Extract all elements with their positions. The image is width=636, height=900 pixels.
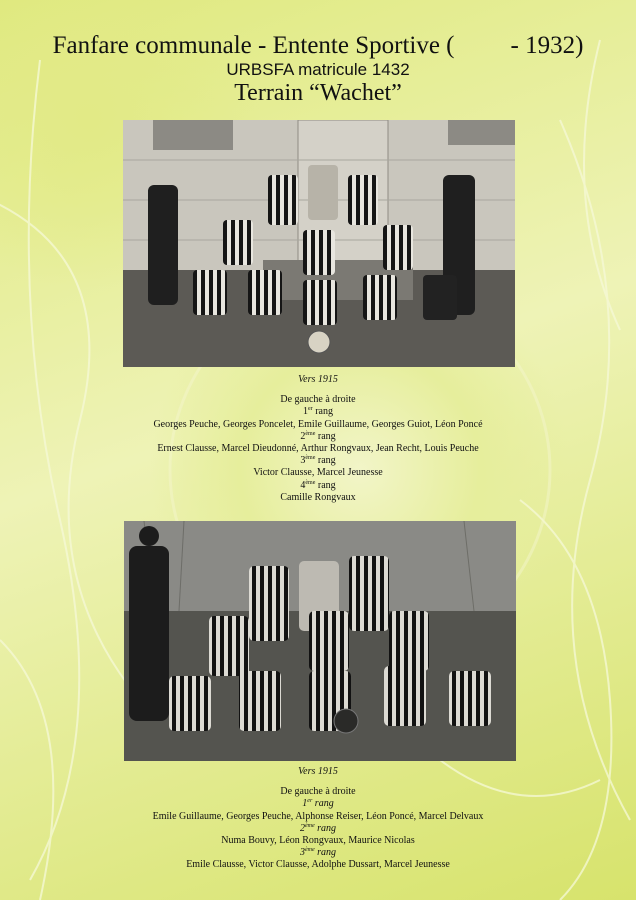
photo-1-caption [0,374,636,504]
photo-2-rank3-label: 3ème rang [299,847,337,859]
photo-2-rank2-label: 2ème rang [299,822,337,834]
team-photo-2 [124,521,516,761]
photo-1-rank2-names: Ernest Clausse, Marcel Dieudonné, Arthur Rongvaux, Jean Recht, Louis Peuche [157,443,479,455]
photo-1-rank3-names: Victor Clausse, Marcel Jeunesse [253,467,383,479]
page-title-left: Fanfare communale - Entente Sportive ( [52,32,455,59]
photo-1-rank1-names: Georges Peuche, Georges Poncelet, Emile Guillaume, Georges Guiot, Léon Poncé [153,418,483,430]
photo-1-rank4-names: Camille Rongvaux [280,491,356,503]
page-title-right: - 1932) [510,32,584,59]
photo-2-intro: De gauche à droite [280,786,356,798]
photo-1-rank2-label: 2ème rang [300,430,336,442]
photo-2-date: Vers 1915 [298,766,338,777]
photo-1-rank3-label: 3ème rang [300,455,336,467]
photo-1-rank1-label: 1er rang [303,406,333,418]
team-photo-1 [123,120,515,367]
photo-1-rank4-label: 4ème rang [300,479,336,491]
photo-2-rank1-label: 1er rang [302,798,334,810]
photo-2-caption [0,766,636,872]
photo-1-date: Vers 1915 [298,374,338,385]
photo-2-rank2-names: Numa Bouvy, Léon Rongvaux, Maurice Nicolas [221,835,415,847]
venue-title: Terrain “Wachet” [234,80,402,106]
page-subtitle: URBSFA matricule 1432 [226,60,410,79]
photo-2-rank1-names: Emile Guillaume, Georges Peuche, Alphonse Reiser, Léon Poncé, Marcel Delvaux [152,810,484,822]
photo-1-intro: De gauche à droite [280,394,356,406]
page-title [0,32,636,60]
photo-2-rank3-names: Emile Clausse, Victor Clausse, Adolphe Dussart, Marcel Jeunesse [186,859,450,871]
